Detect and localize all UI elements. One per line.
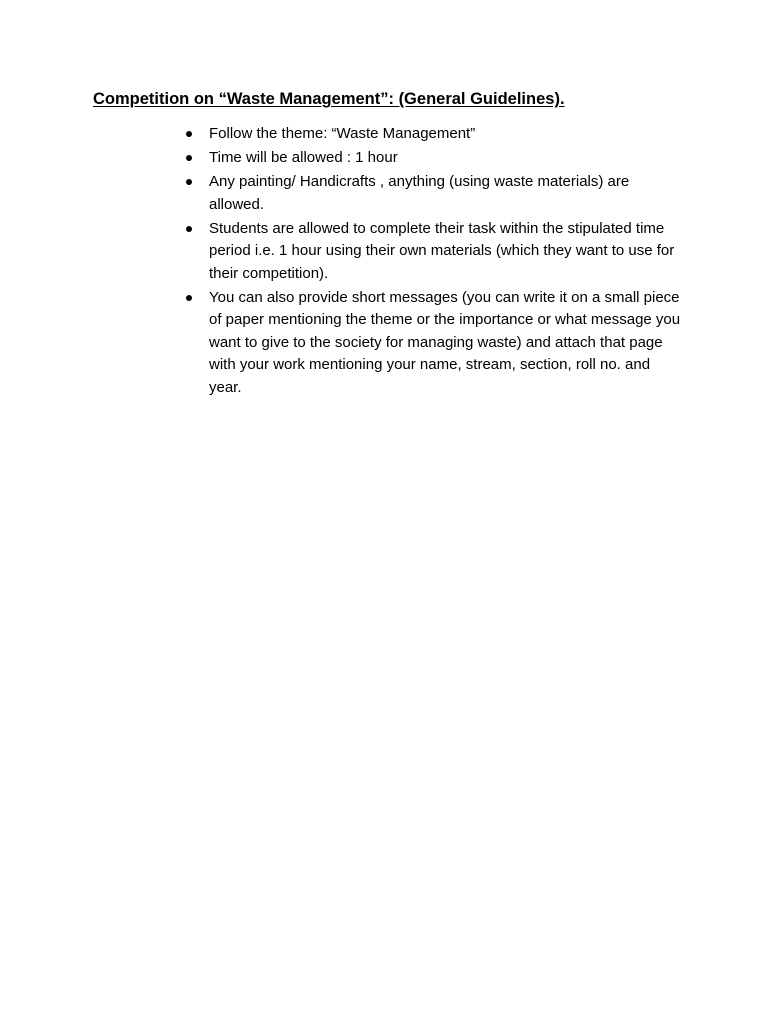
- list-item-text: Time will be allowed : 1 hour: [209, 149, 398, 166]
- list-item-text: Follow the theme: “Waste Management”: [209, 125, 476, 142]
- list-item-text: Students are allowed to complete their task within the stipulated time period i.e. 1 hour using their own materials (which they want to use for their competition).: [209, 219, 675, 282]
- list-item: [186, 147, 686, 170]
- bullet-icon: [186, 131, 192, 137]
- bullet-icon: [186, 226, 192, 232]
- guidelines-list: [186, 123, 686, 401]
- bullet-icon: [186, 179, 192, 185]
- list-item-text: Any painting/ Handicrafts , anything (using waste materials) are allowed.: [209, 173, 630, 213]
- list-item: [186, 123, 686, 146]
- page-title: Competition on “Waste Management”: (General Guidelines).: [93, 90, 565, 108]
- list-item: [186, 218, 686, 286]
- bullet-icon: [186, 155, 192, 161]
- list-item-text: You can also provide short messages (you can write it on a small piece of paper mentioning the theme or the importance or what message you want to give to the society for managing waste) and attach that page with your work mentioning your name, stream, section, roll no. and year.: [209, 288, 681, 396]
- list-item: [186, 287, 686, 400]
- list-item: [186, 171, 686, 216]
- bullet-icon: [186, 295, 192, 301]
